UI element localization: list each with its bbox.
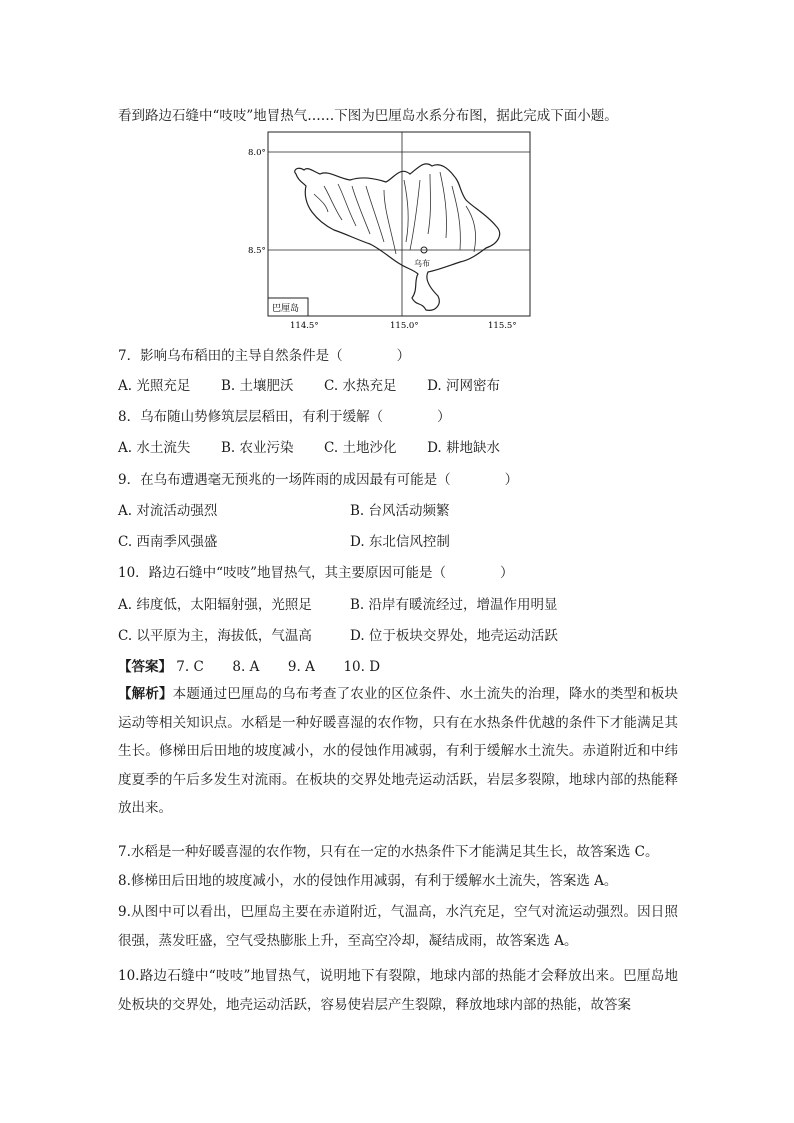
analysis-label: 【解析】	[118, 686, 173, 702]
q10-option-d: D. 位于板块交界处，地壳运动活跃	[350, 628, 558, 644]
q7-option-a: A. 光照充足	[118, 378, 191, 394]
q7-option-b: B. 土壤肥沃	[220, 378, 294, 394]
q10-option-a: A. 纬度低，太阳辐射强，光照足	[118, 597, 312, 613]
lon-label-115.5: 115.5°	[488, 321, 517, 331]
q8-option-d: D. 耕地缺水	[427, 440, 501, 456]
q10-option-b: B. 沿岸有暖流经过，增温作用明显	[350, 597, 558, 613]
q8-option-a: A. 水土流失	[118, 440, 191, 456]
q9-stem: 9．在乌布遭遇毫无预兆的一场阵雨的成因最有可能是（ ）	[118, 472, 519, 488]
bali-water-system-map	[234, 130, 534, 335]
lat-label-8.0: 8.0°	[248, 148, 266, 158]
q8-option-b: B. 农业污染	[220, 440, 294, 456]
analysis-point-10: 10.路边石缝中“吱吱”地冒热气，说明地下有裂隙，地球内部的热能才会释放出来。巴厘岛地处板块的交界处，地壳运动活跃，容易使岩层产生裂隙，释放地球内部的热能，故答案	[118, 968, 678, 1013]
analysis-point-7: 7.水稻是一种好暖喜湿的农作物，只有在一定的水热条件下才能满足其生长，故答案选 C。	[118, 844, 659, 860]
map-svg	[234, 130, 534, 335]
rivers	[314, 172, 476, 254]
lat-label-8.5: 8.5°	[248, 246, 266, 256]
q7-option-d: D. 河网密布	[427, 378, 501, 394]
q9-option-c: C. 西南季风强盛	[118, 534, 218, 550]
q9-option-d: D. 东北信风控制	[350, 534, 450, 550]
q8-stem: 8．乌布随山势修筑层层稻田，有利于缓解（ ）	[118, 409, 451, 425]
answer-7: 7. C	[176, 659, 204, 675]
analysis-text: 本题通过巴厘岛的乌布考查了农业的区位条件、水土流失的治理，降水的类型和板块运动等相关知识点。水稻是一种好暖喜湿的农作物，只有在水热条件优越的条件下才能满足其生长。修梯田后田地的坡度减小，水的侵蚀作用减弱，有利于缓解水土流失。赤道附近和中纬度夏季的午后多发生对流雨。在板块的交界处地壳运动活跃，岩层多裂隙，地球内部的热能释放出来。	[118, 686, 679, 816]
q8-option-c: C. 土地沙化	[324, 440, 397, 456]
q7-stem: 7．影响乌布稻田的主导自然条件是（ ）	[118, 348, 411, 364]
answer-10: 10. D	[343, 659, 381, 675]
analysis-point-9: 9.从图中可以看出，巴厘岛主要在赤道附近，气温高，水汽充足，空气对流运动强烈。因日照很强，蒸发旺盛，空气受热膨胀上升，至高空冷却，凝结成雨，故答案选 A。	[118, 904, 678, 949]
island-outline	[295, 164, 500, 310]
q10-stem: 10．路边石缝中“吱吱”地冒热气，其主要原因可能是（ ）	[118, 565, 514, 581]
analysis-point-8: 8.修梯田后田地的坡度减小，水的侵蚀作用减弱，有利于缓解水土流失，答案选 A。	[118, 873, 618, 889]
analysis-summary	[118, 680, 678, 823]
lon-label-115.0: 115.0°	[390, 321, 419, 331]
q10-option-c: C. 以平原为主，海拔低，气温高	[118, 628, 312, 644]
q9-option-a: A. 对流活动强烈	[118, 503, 218, 519]
q7-option-c: C. 水热充足	[324, 378, 397, 394]
q7-options	[118, 374, 500, 394]
answer-8: 8. A	[232, 659, 260, 675]
legend-label: 巴厘岛	[272, 304, 300, 314]
answer-9: 9. A	[287, 659, 315, 675]
answer-line	[118, 655, 380, 675]
ubud-label: 乌布	[414, 259, 430, 268]
lon-label-114.5: 114.5°	[290, 321, 319, 331]
q9-option-b: B. 台风活动频繁	[350, 503, 450, 519]
intro-text: 看到路边石缝中“吱吱”地冒热气……下图为巴厘岛水系分布图，据此完成下面小题。	[118, 108, 618, 124]
answer-label: 【答案】	[118, 659, 172, 675]
map-frame	[268, 132, 530, 316]
q8-options	[118, 436, 500, 456]
